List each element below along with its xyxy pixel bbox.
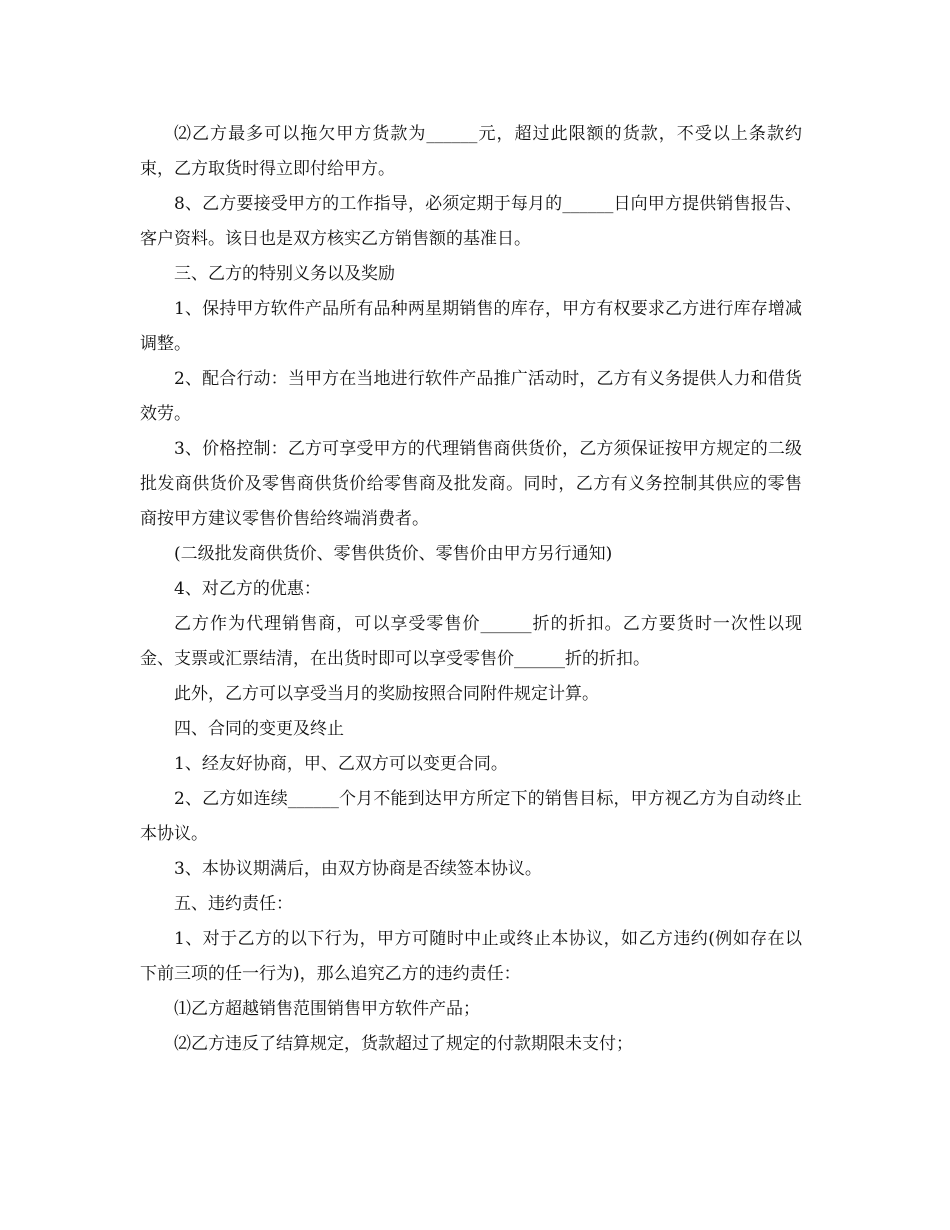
- paragraph-debt-limit: ⑵乙方最多可以拖欠甲方货款为______元，超过此限额的货款，不受以上条款约束，乙方取货时得立即付给甲方。: [140, 124, 802, 179]
- paragraph-discount-heading: 4、对乙方的优惠：: [174, 579, 321, 599]
- paragraph-contract-change: 1、经友好协商，甲、乙双方可以变更合同。: [174, 754, 508, 774]
- paragraph-monthly-reward: 此外，乙方可以享受当月的奖励按照合同附件规定计算。: [174, 684, 599, 704]
- paragraph-breach-item-1: ⑴乙方超越销售范围销售甲方软件产品；: [174, 999, 480, 1019]
- document-body: [140, 117, 802, 1062]
- paragraph-price-control: 3、价格控制：乙方可享受甲方的代理销售商供货价，乙方须保证按甲方规定的二级批发商供货价及零售商供货价给零售商及批发商。同时，乙方有义务控制其供应的零售商按甲方建议零售价售给终端消费者。: [140, 439, 802, 529]
- paragraph-clause-8: 8、乙方要接受甲方的工作指导，必须定期于每月的______日向甲方提供销售报告、客户资料。该日也是双方核实乙方销售额的基准日。: [140, 194, 802, 249]
- paragraph-renewal: 3、本协议期满后，由双方协商是否续签本协议。: [174, 859, 542, 879]
- section-heading-3: 三、乙方的特别义务以及奖励: [174, 264, 395, 284]
- paragraph-discount-detail: 乙方作为代理销售商，可以享受零售价______折的折扣。乙方要货时一次性以现金、支票或汇票结清，在出货时即可以享受零售价______折的折扣。: [140, 614, 802, 669]
- paragraph-price-note: (二级批发商供货价、零售供货价、零售价由甲方另行通知): [174, 544, 613, 564]
- paragraph-inventory: 1、保持甲方软件产品所有品种两星期销售的库存，甲方有权要求乙方进行库存增减调整。: [140, 299, 802, 354]
- paragraph-breach-rules: 1、对于乙方的以下行为，甲方可随时中止或终止本协议，如乙方违约(例如存在以下前三项的任一行为)，那么追究乙方的违约责任：: [140, 929, 802, 984]
- paragraph-breach-item-2: ⑵乙方违反了结算规定，货款超过了规定的付款期限未支付；: [174, 1034, 633, 1054]
- paragraph-cooperation: 2、配合行动：当甲方在当地进行软件产品推广活动时，乙方有义务提供人力和借货效劳。: [140, 369, 802, 424]
- section-heading-4: 四、合同的变更及终止: [174, 719, 344, 739]
- paragraph-auto-termination: 2、乙方如连续______个月不能到达甲方所定下的销售目标，甲方视乙方为自动终止本协议。: [140, 789, 802, 844]
- section-heading-5: 五、违约责任：: [174, 894, 293, 914]
